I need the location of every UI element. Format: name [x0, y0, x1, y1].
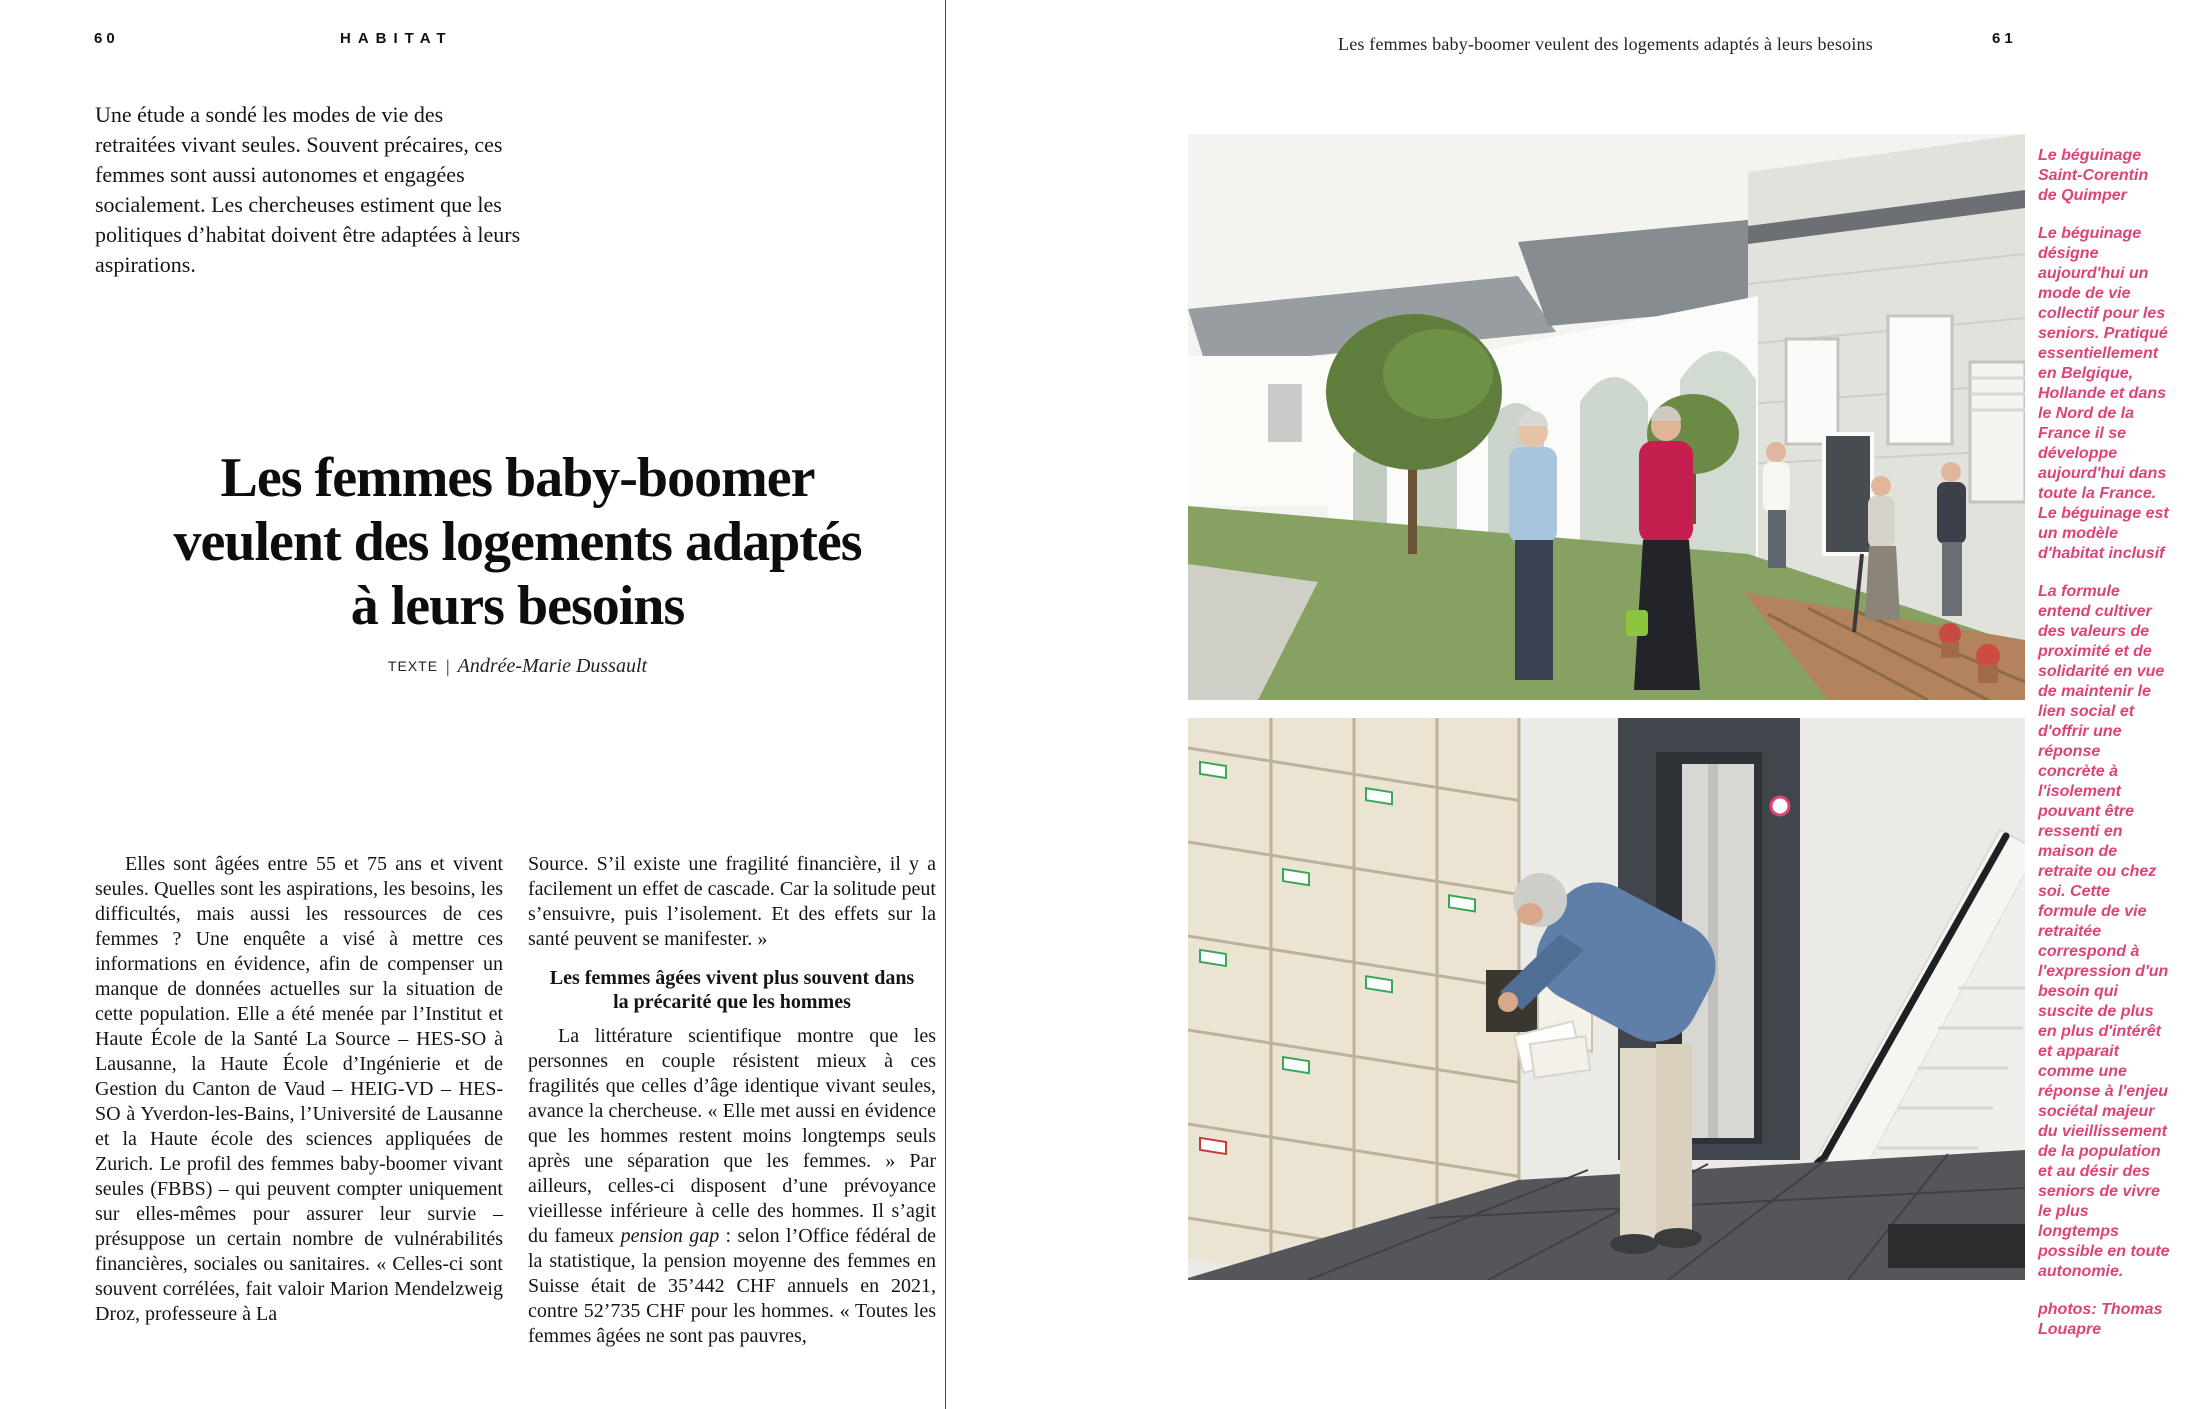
page-number-right: 61: [1992, 30, 2017, 47]
article-standfirst: Une étude a sondé les modes de vie des retraitées vivant seules. Souvent précaires, ces femmes sont aussi autonomes et engagées socialement. Les chercheuses estiment que les politiques d’habitat doivent être adaptées à leurs aspirations.: [95, 102, 521, 277]
caption-paragraph: La formule entend cultiver des valeurs de proximité et de solidarité en vue de maintenir le lien social et d'offrir une réponse concrète à l'isolement pouvant être ressenti en maison de retraite ou chez soi. Cette formule de vie retraitée correspond à l'expression d'un besoin qui suscite de plus en plus d'intérêt et apparait comme une réponse à l'enjeu sociétal majeur du vieillissement de la population et au désir des seniors de vivre le plus longtemps possible en toute autonomie.: [2038, 583, 2170, 1280]
running-head: Les femmes baby-boomer veulent des logements adaptés à leurs besoins: [1338, 34, 1873, 54]
byline-label: TEXTE: [387, 658, 439, 674]
person-blue-polo: [1509, 411, 1557, 680]
italic-term: pension gap: [620, 1225, 720, 1247]
page-number-left: 60: [94, 30, 119, 47]
subheading: [528, 966, 936, 1014]
body-paragraph: [528, 1024, 936, 1349]
glass-door: [1824, 434, 1872, 554]
body-column-1: Elles sont âgées entre 55 et 75 ans et vivent seules. Quelles sont les aspirations, les besoins, les difficultés, mais aussi les ressources de ces femmes ? Une enquête a visé à mettre ces informations en évidence, afin de compenser un manque de données actuelles sur la situation de cette population. Elle a été menée par l’Institut et Haute École de la Santé La Source – HES-SO à Lausanne, la Haute École d’Ingénierie et de Gestion du Canton de Vaud – HEIG-VD – HES-SO à Yverdon-les-Bains, l’Université de Lausanne et la Haute école des sciences appliquées de Zurich. Le profil des femmes baby-boomer vivant seules (FBBS) – qui peuvent compter uniquement sur elles-mêmes pour assurer leur survie – présuppose un certain nombre de vulnérabilités financières, sociales ou sanitaires. « Celles-ci sont souvent corrélées, fait valoir Marion Mendelzweig Droz, professeure à La: [95, 853, 503, 1325]
title-line-3: à leurs besoins: [350, 575, 685, 637]
byline-separator: |: [446, 656, 450, 676]
body-paragraph-continuation: Source. S’il existe une fragilité financière, il y a facilement un effet de cascade. Car la solitude peut s’ensuivre, puis l’isolement. Et des effets sur la santé peuvent se manifester. »: [528, 853, 936, 950]
page-divider: [945, 0, 946, 1409]
body-text: La littérature scientifique montre que les personnes en couple résistent mieux à ces fragilités que celles d’âge identique vivant seules, avance la chercheuse. « Elle met aussi en évidence que les hommes restent moins longtemps seuls après une séparation que les femmes. » Par ailleurs, celles-ci disposent d’une prévoyance vieillesse inférieure à celle des hommes. Il s’agit du fameux: [528, 1025, 936, 1247]
title-line-1: Les femmes baby-boomer: [220, 447, 815, 509]
photo-credit: photos: Thomas Louapre: [2038, 1301, 2163, 1338]
subheading-line-2: la précarité que les hommes: [613, 991, 851, 1013]
body-text: : selon l’Office fédéral de la statistique, la pension moyenne des femmes en Suisse était de 35’442 CHF annuels en 2021, contre 52’735 CHF pour les hommes. « Toutes les femmes âgées ne sont pas pauvres,: [528, 1225, 936, 1347]
window: [1888, 316, 1952, 444]
article-title: [95, 446, 940, 638]
body-column-2: [528, 852, 936, 1349]
byline-author: Andrée-Marie Dussault: [457, 655, 648, 677]
subheading-line-1: Les femmes âgées vivent plus souvent dans: [549, 967, 915, 989]
photo-caption-sidebar: [2038, 146, 2170, 1358]
caption-paragraph: Le béguinage désigne aujourd'hui un mode de vie collectif pour les seniors. Pratiqué essentiellement en Belgique, Hollande et dans le Nord de la France il se développe aujourd'hui dans toute la France. Le béguinage est un modèle d'habitat inclusif: [2038, 225, 2169, 562]
roller-shutter-window: [1970, 362, 2025, 502]
caption-heading: Le béguinage Saint-Corentin de Quimper: [2038, 147, 2149, 204]
window: [1786, 339, 1838, 444]
photo-mailboxes: [1188, 718, 2025, 1280]
byline: [95, 655, 940, 678]
title-line-2: veulent des logements adaptés: [173, 511, 862, 573]
section-title: HABITAT: [340, 30, 453, 47]
photo-courtyard: [1188, 134, 2025, 700]
doormat: [1888, 1224, 2025, 1268]
round-sign: [1771, 797, 1789, 815]
watering-can: [1626, 610, 1648, 636]
